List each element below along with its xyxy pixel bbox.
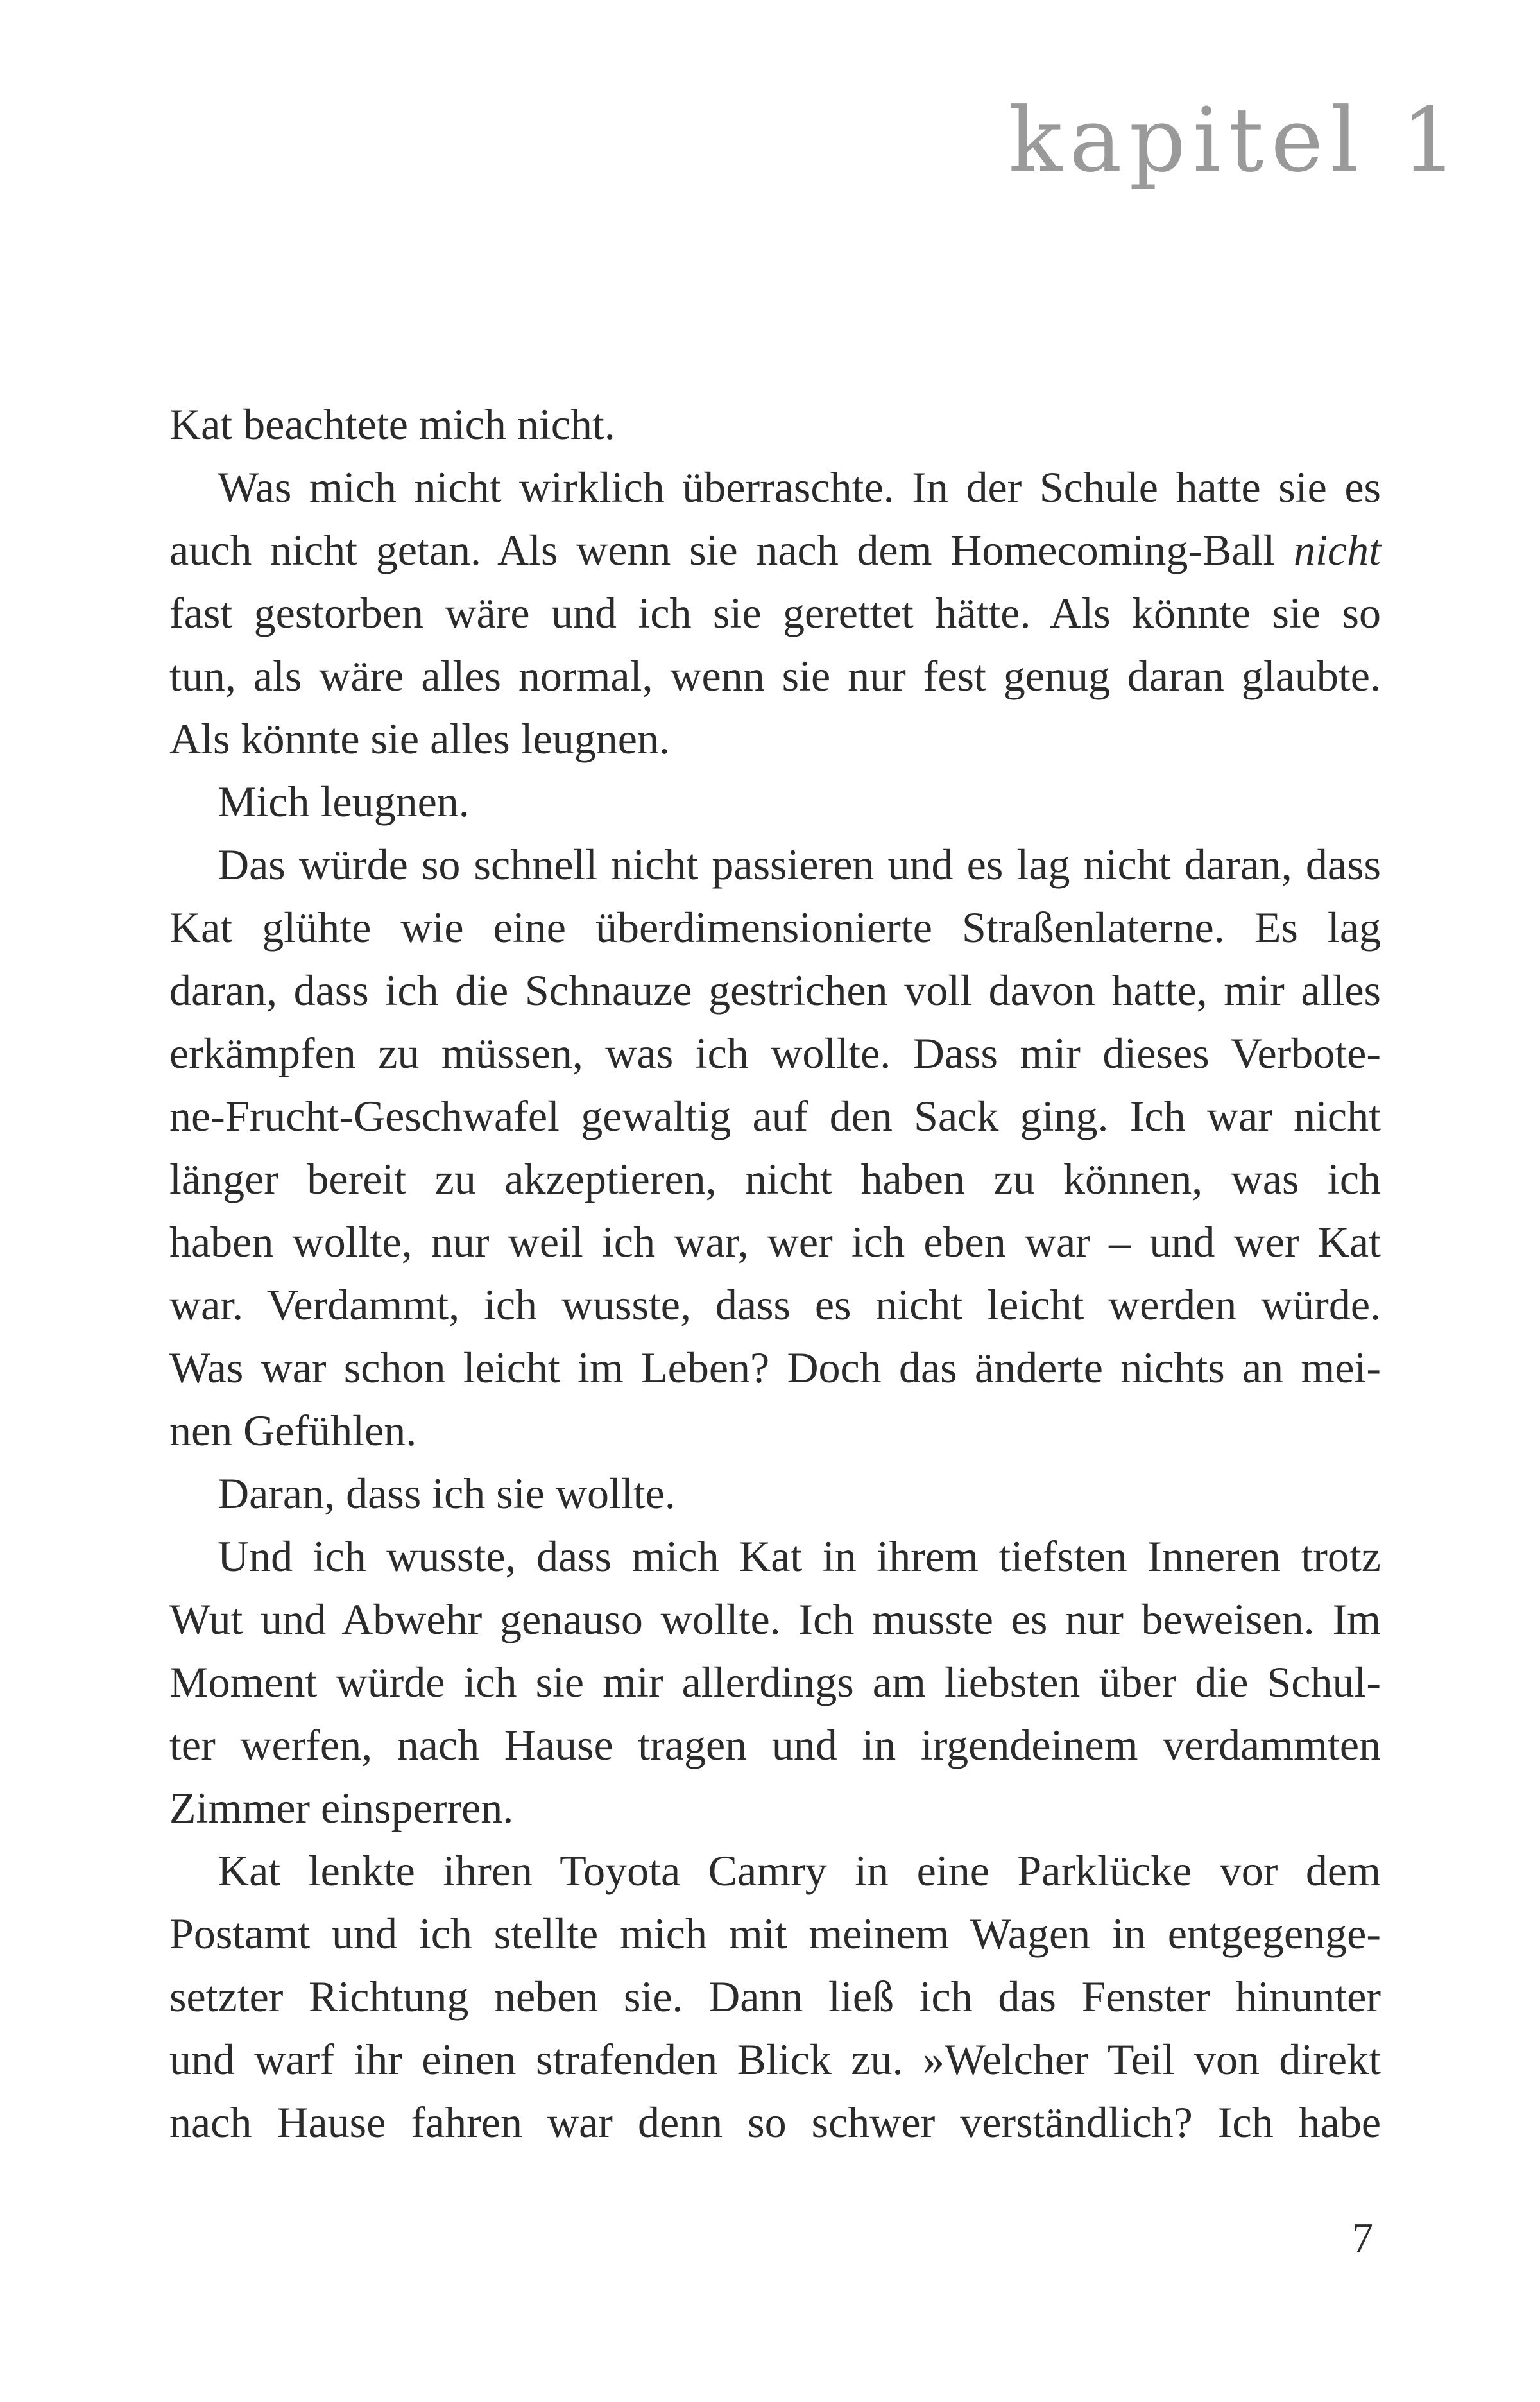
text-line: war. Verdammt, ich wusste, dass es nicht leicht werden würde. [169,1280,1381,1329]
text-line: Kat beachtete mich nicht. [169,400,615,449]
text-line: Postamt und ich stellte mich mit meinem Wagen in entgegenge- [169,1909,1381,1958]
text-line: nach Hause fahren war denn so schwer verständlich? Ich habe [169,2098,1381,2147]
text-line: Das würde so schnell nicht passieren und es lag nicht daran, dass [218,840,1381,889]
text-line: Moment würde ich sie mir allerdings am liebsten über die Schul- [169,1658,1381,1706]
text-line: und warf ihr einen strafenden Blick zu. »Welcher Teil von direkt [169,2035,1381,2084]
text-line: daran, dass ich die Schnauze gestrichen voll davon hatte, mir alles [169,966,1381,1015]
text-line: Als könnte sie alles leugnen. [169,714,670,763]
text-line: erkämpfen zu müssen, was ich wollte. Dass mir dieses Verbote- [169,1029,1381,1077]
text-line: Mich leugnen. [218,777,470,826]
text-line: Kat glühte wie eine überdimensionierte Straßenlaterne. Es lag [169,903,1381,952]
text-line: Daran, dass ich sie wollte. [218,1469,676,1518]
text-line: fast gestorben wäre und ich sie gerettet hätte. Als könnte sie so [169,588,1381,637]
text-line: ne-Frucht-Geschwafel gewaltig auf den Sack ging. Ich war nicht [169,1092,1381,1140]
text-segment: auch nicht getan. Als wenn sie nach dem Homecoming-Ball [169,526,1294,574]
text-line [169,519,1381,581]
page-number: 7 [1352,2215,1373,2261]
text-line: setzter Richtung neben sie. Dann ließ ich das Fenster hinunter [169,1972,1381,2021]
text-line: Was mich nicht wirklich überraschte. In der Schule hatte sie es [218,463,1381,511]
chapter-heading: kapitel 1 [1008,89,1464,192]
text-line: länger bereit zu akzeptieren, nicht haben zu können, was ich [169,1154,1381,1203]
text-line: tun, als wäre alles normal, wenn sie nur fest genug daran glaubte. [169,651,1381,700]
text-line: Was war schon leicht im Leben? Doch das änderte nichts an mei- [169,1343,1381,1392]
text-line: Wut und Abwehr genauso wollte. Ich musste es nur beweisen. Im [169,1595,1381,1643]
text-line: ter werfen, nach Hause tragen und in irgendeinem verdammten [169,1720,1381,1769]
text-line: nen Gefühlen. [169,1406,417,1455]
text-line: Und ich wusste, dass mich Kat in ihrem tiefsten Inneren trotz [218,1532,1381,1581]
text-line: Zimmer einsperren. [169,1783,514,1832]
body-text [169,393,1381,2154]
text-line: haben wollte, nur weil ich war, wer ich eben war – und wer Kat [169,1217,1381,1266]
emphasized-word: nicht [1294,526,1381,574]
text-line: Kat lenkte ihren Toyota Camry in eine Parklücke vor dem [218,1846,1381,1895]
